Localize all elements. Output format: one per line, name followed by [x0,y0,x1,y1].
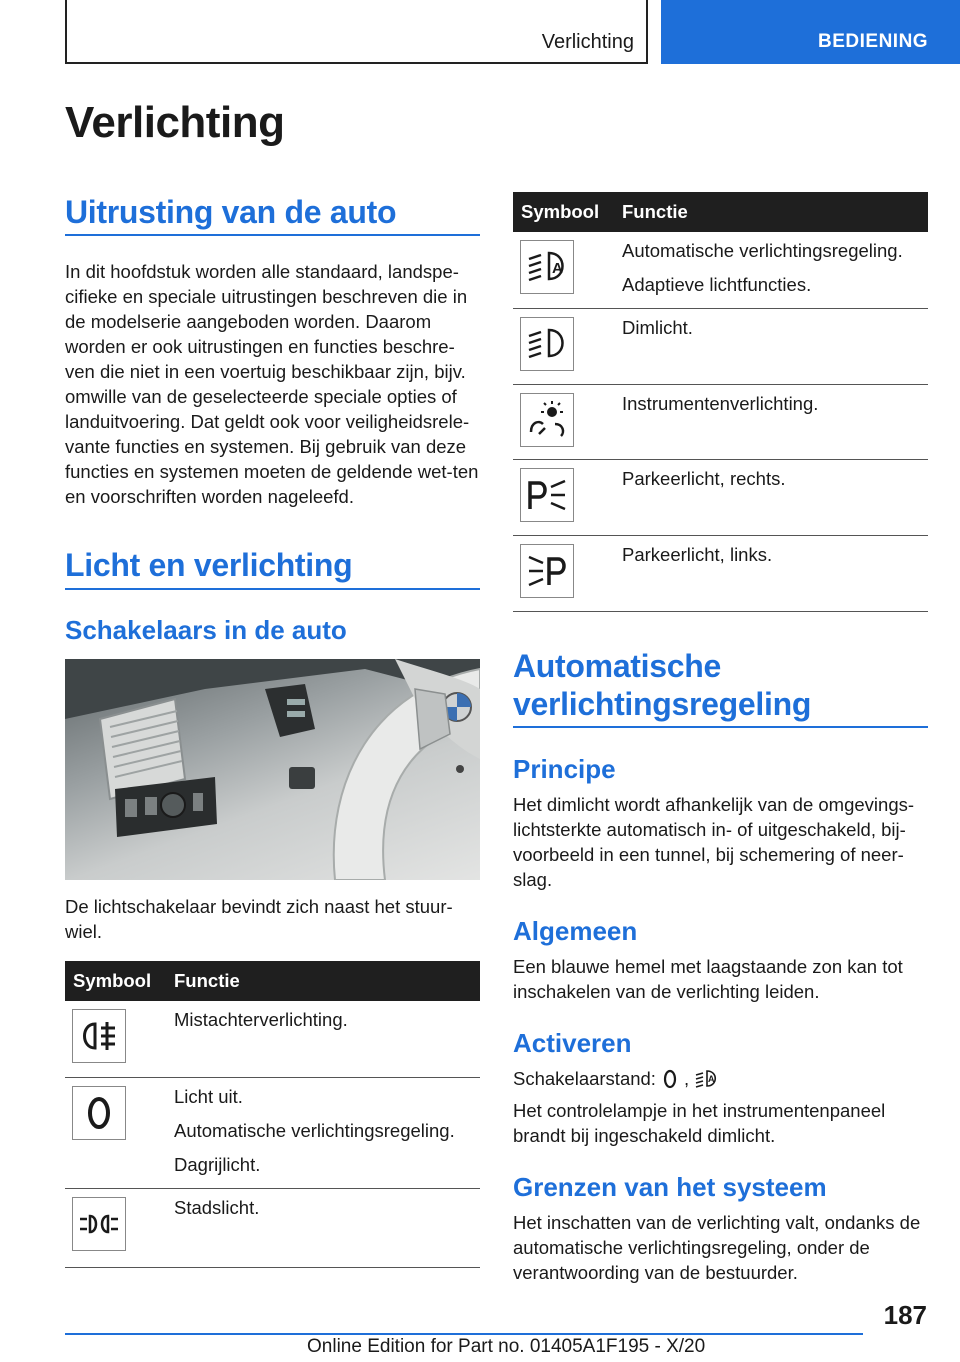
heading-general: Algemeen [513,916,638,946]
table-row [65,1077,480,1188]
general-paragraph: Een blauwe hemel met laagstaande zon kan tot inschakelen van de verlichting leiden. [513,956,903,1002]
heading-switches: Schakelaars in de auto [65,615,347,645]
light-off-icon [72,1086,126,1140]
table-cell-function: Parkeerlicht, rechts. [622,468,786,489]
edition-text: Online Edition for Part no. 01405A1F195 - X/20 [307,1336,706,1357]
table-header-function: Functie [614,192,928,232]
table-cell-function: Licht uit. [174,1085,243,1107]
table-header-function: Functie [166,961,480,1001]
table-header-symbol: Symbool [513,192,614,232]
light-symbol-table [513,192,928,612]
activate-switch-line [513,1066,928,1096]
equipment-paragraph: In dit hoofdstuk worden alle standaard, landspe-cifieke en speciale uitrustingen beschreven die in de modelserie aangeboden worden. Daarom worden er ook uitrustingen en functies beschre-ven die niet in een voertuig beschikbaar zijn, bijv. omwille van de geselecteerde speciale opties of landuitvoering. Dat geldt ook voor veiligheidsrele-vante functies en systemen. Bij gebruik van deze functies en systemen moeten de geldende wet-ten en voorschriften worden nageleefd. [65,261,479,507]
side-light-icon [72,1197,126,1251]
heading-equipment: Uitrusting van de auto [65,194,397,230]
switch-symbol-table [65,961,480,1268]
heading-rule [513,726,928,728]
heading-rule [65,234,480,236]
table-cell-function: Automatische verlichtingsregeling. [174,1119,455,1141]
auto-light-icon [520,240,574,294]
table-row [513,385,928,460]
table-cell-function: Instrumentenverlichting. [622,393,819,414]
heading-light: Licht en verlichting [65,547,353,583]
svg-text:A: A [708,1074,715,1084]
principle-paragraph: Het dimlicht wordt afhankelijk van de omgevings-lichtsterkte automatisch in- of uitgeschakeld, bij-voorbeeld in een tunnel, bij schemering of neer-slag. [513,794,915,890]
dashboard-illustration [65,659,480,880]
parking-light-left-icon [520,544,574,598]
table-cell-function: Automatische verlichtingsregeling. [622,240,903,261]
fog-light-icon [72,1009,126,1063]
activate-paragraph: Het controlelampje in het instrumentenpaneel brandt bij ingeschakeld dimlicht. [513,1100,886,1146]
svg-text:A: A [552,260,563,277]
table-header-symbol: Symbool [65,961,166,1001]
header-chapter-label: BEDIENING [818,31,929,52]
table-cell-function: Parkeerlicht, links. [622,544,773,565]
table-row [65,1001,480,1077]
table-row [65,1188,480,1267]
activate-separator: , [683,1068,690,1089]
low-beam-icon [520,317,574,371]
footer-rule [65,1333,863,1335]
heading-auto-line1: Automatische [513,648,721,684]
heading-rule [65,588,480,590]
table-cell-function: Dimlicht. [622,317,693,338]
table-cell-function: Adaptieve lichtfuncties. [622,274,812,295]
table-cell-function: Mistachterverlichting. [174,1009,348,1030]
photo-caption: De lichtschakelaar bevindt zich naast het stuur-wiel. [65,896,453,942]
instrument-light-icon [520,393,574,447]
header-section-label: Verlichting [541,31,634,53]
table-row [513,460,928,536]
table-cell-function: Dagrijlicht. [174,1153,261,1175]
parking-light-right-icon [520,468,574,522]
table-cell-function: Stadslicht. [174,1196,260,1218]
header-section-tab [65,0,648,64]
page-number: 187 [883,1300,927,1330]
heading-auto-line2: verlichtingsregeling [513,686,812,722]
heading-activate: Activeren [513,1028,632,1058]
header-chapter-tab [661,0,960,64]
limits-paragraph: Het inschatten van de verlichting valt, ondanks de automatische verlichtingsregeling, onder de verantwoording van de bestuurder. [513,1212,921,1283]
dashboard-photo [65,659,480,880]
table-header-row [65,961,480,1001]
table-row [513,309,928,385]
light-off-icon [662,1068,678,1096]
activate-label: Schakelaarstand: [513,1068,656,1089]
table-row [513,232,928,309]
heading-limits: Grenzen van het systeem [513,1172,827,1202]
table-header-row [513,192,928,232]
table-row [513,536,928,612]
auto-light-icon [695,1068,719,1096]
page-title: Verlichting [65,98,285,147]
heading-principle: Principe [513,754,616,784]
